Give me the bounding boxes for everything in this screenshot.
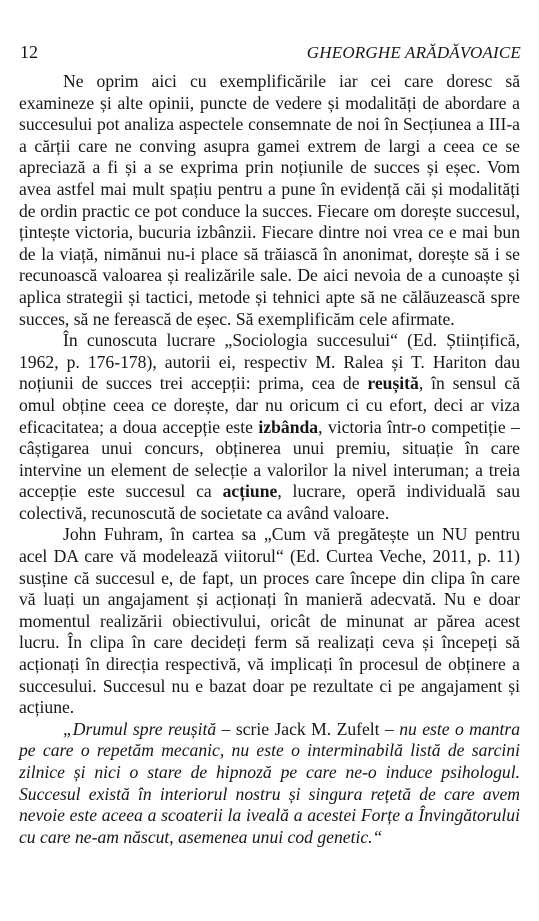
paragraph-2-text-1: În cunoscuta lucrare „Sociologia succesului“ (Ed. Științifică, 1962, p. 176-178), autorii ei, respectiv M. Ralea și T. Hariton dau noțiunii de succes trei accepții: prima, cea de xyxy=(19,330,520,394)
quote-body: nu este o mantra pe care o repetăm mecanic, nu este o interminabilă listă de sarcini zilnice și nici o stare de hipnoză pe care ne-o induce psihologul. Succesul există în interiorul nostru și singura rețetă de care avem nevoie este aceea a scoaterii la iveală a acestei Forțe a Învingătorului cu care ne-am născut, asemenea unui cod genetic.“ xyxy=(19,718,520,847)
page-header xyxy=(20,42,521,63)
paragraph-3: John Fuhram, în cartea sa „Cum vă pregătește un NU pentru acel DA care vă modelează viitorul“ (Ed. Curtea Veche, 2011, p. 11) susține că succesul e, de fapt, un proces care începe din clipa în care vă luați un angajament și acționați în manieră adecvată. Nu e doar momentul realizării obiectivului, oricât de minunat ar părea acest lucru. În clipa în care decideți ferm să realizați ceva și începeți să acționați în direcția respectivă, vă implicați în procesul de obținere a succesului. Succesul nu e bazat doar pe rezultate ci pe angajament și acțiune. xyxy=(19,524,520,718)
term-izbanda: izbânda xyxy=(258,416,319,437)
term-actiune: acțiune xyxy=(222,481,278,502)
paragraph-2 xyxy=(19,330,520,524)
page-number: 12 xyxy=(20,42,38,62)
running-title: GHEORGHE ARĂDĂVOAICE xyxy=(306,43,521,62)
paragraph-2-text-2: , în sensul că omul obține ceea ce dorește, dar nu oricum ci cu efort, deci ar viza eficacitatea; a doua accepție este xyxy=(19,373,520,437)
quote-opening: „Drumul spre reușită xyxy=(63,718,217,739)
term-reusita: reușită xyxy=(367,373,419,394)
paragraph-2-text-3: , victoria într-o competiție – câștigarea unui concurs, obținerea unui premiu, situație în care intervine un element de selecție a valorilor la nivel interuman; a treia accepție este succesul ca xyxy=(19,416,520,502)
body-text xyxy=(19,71,520,848)
quote-attribution: – scrie Jack M. Zufelt – xyxy=(216,718,400,739)
paragraph-4 xyxy=(19,719,520,849)
paragraph-1: Ne oprim aici cu exemplificările iar cei care doresc să examineze și alte opinii, puncte de vedere și modalități de abordare a succesului pot analiza aspectele consemnate de noi în Secțiunea a III-a a cărții care ne conving asupra gamei extrem de largi a ceea ce se apreciază a fi și a se exprima prin noțiunile de succes și eșec. Vom avea astfel mai mult spațiu pentru a pune în evidență căi și modalități de ordin practic ce pot conduce la succes. Fiecare om dorește succesul, țintește victoria, bucuria izbânzii. Fiecare dintre noi vrea ce e mai bun de la viață, nimănui nu-i place să trăiască în anonimat, dorește să i se recunoască valoarea și realizările sale. De aici nevoia de a cunoaște și aplica strategii și tactici, metode și tehnici apte să ne călăuzească spre succes, să ne ferească de eșec. Să exemplificăm cele afirmate. xyxy=(19,71,520,329)
paragraph-2-text-4: , lucrare, operă individuală sau colectivă, recunoscută de societate ca având valoare. xyxy=(19,481,520,523)
